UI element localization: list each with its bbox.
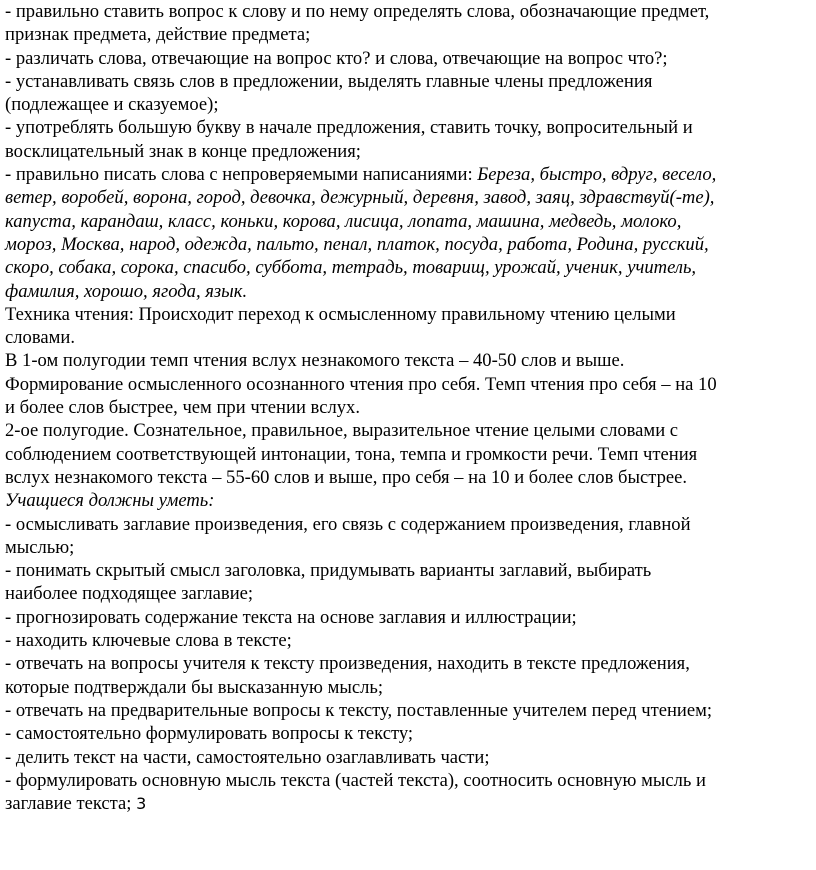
text-line: - делить текст на части, самостоятельно озаглавливать части; — [5, 746, 490, 768]
words-line: капуста, карандаш, класс, коньки, корова, лисица, лопата, машина, медведь, молоко, — [5, 210, 682, 232]
words-line: фамилия, хорошо, ягода, язык. — [5, 280, 248, 302]
text-line: и более слов быстрее, чем при чтении вслух. — [5, 397, 360, 419]
text-line: - устанавливать связь слов в предложении, выделять главные члены предложения — [5, 70, 653, 92]
text-line: - формулировать основную мысль текста (частей текста), соотносить основную мысль и — [5, 769, 706, 791]
words-first: Береза, быстро, вдруг, весело, — [477, 164, 717, 186]
text-line: которые подтверждали бы высказанную мысль; — [5, 676, 384, 698]
text-line: - отвечать на вопросы учителя к тексту произведения, находить в тексте предложения, — [5, 653, 690, 675]
skills-block — [5, 489, 811, 815]
text-line: признак предмета, действие предмета; — [5, 24, 311, 46]
text-line — [5, 792, 811, 815]
text-line: восклицательный знак в конце предложения; — [5, 140, 361, 162]
text-line: - находить ключевые слова в тексте; — [5, 630, 292, 652]
words-line: скоро, собака, сорока, спасибо, суббота, тетрадь, товарищ, урожай, ученик, учитель, — [5, 257, 697, 279]
skills-heading: Учащиеся должны уметь: — [5, 490, 215, 512]
text-line: (подлежащее и сказуемое); — [5, 94, 219, 116]
text-line: - отвечать на предварительные вопросы к тексту, поставленные учителем перед чтением; — [5, 699, 713, 721]
text-line: Техника чтения: Происходит переход к осмысленному правильному чтению целыми — [5, 303, 676, 325]
requirements-block — [5, 0, 811, 163]
text-line — [5, 163, 811, 186]
text-line: - понимать скрытый смысл заголовка, придумывать варианты заглавий, выбирать — [5, 560, 652, 582]
text-line: Формирование осмысленного осознанного чтения про себя. Темп чтения про себя – на 10 — [5, 373, 717, 395]
vocabulary-words-block — [5, 163, 811, 303]
document-page — [5, 0, 811, 815]
text-line: - осмысливать заглавие произведения, его связь с содержанием произведения, главной — [5, 513, 691, 535]
text-line: - правильно ставить вопрос к слову и по нему определять слова, обозначающие предмет, — [5, 1, 710, 22]
text-line: - употреблять большую букву в начале предложения, ставить точку, вопросительный и — [5, 117, 693, 139]
text-line: В 1-ом полугодии темп чтения вслух незнакомого текста – 40-50 слов и выше. — [5, 350, 625, 372]
text-line: - самостоятельно формулировать вопросы к тексту; — [5, 723, 414, 745]
words-line: мороз, Москва, народ, одежда, пальто, пенал, платок, посуда, работа, Родина, русский, — [5, 233, 709, 255]
text-line: словами. — [5, 327, 75, 349]
last-line-text: заглавие текста; — [5, 793, 137, 815]
page-number: 3 — [136, 794, 147, 814]
words-intro: - правильно писать слова с непроверяемыми написаниями: — [5, 164, 478, 186]
text-line: наиболее подходящее заглавие; — [5, 583, 254, 605]
text-line: 2-ое полугодие. Сознательное, правильное, выразительное чтение целыми словами с — [5, 420, 679, 442]
reading-technique-block — [5, 303, 811, 489]
text-line: - прогнозировать содержание текста на основе заглавия и иллюстрации; — [5, 606, 577, 628]
text-line: - различать слова, отвечающие на вопрос кто? и слова, отвечающие на вопрос что?; — [5, 47, 668, 69]
words-line: ветер, воробей, ворона, город, девочка, дежурный, деревня, завод, заяц, здравствуй(-те), — [5, 187, 715, 209]
text-line: мыслью; — [5, 536, 75, 558]
text-line: вслух незнакомого текста – 55-60 слов и выше, про себя – на 10 и более слов быстрее. — [5, 466, 688, 488]
text-line: соблюдением соответствующей интонации, тона, темпа и громкости речи. Темп чтения — [5, 443, 698, 465]
